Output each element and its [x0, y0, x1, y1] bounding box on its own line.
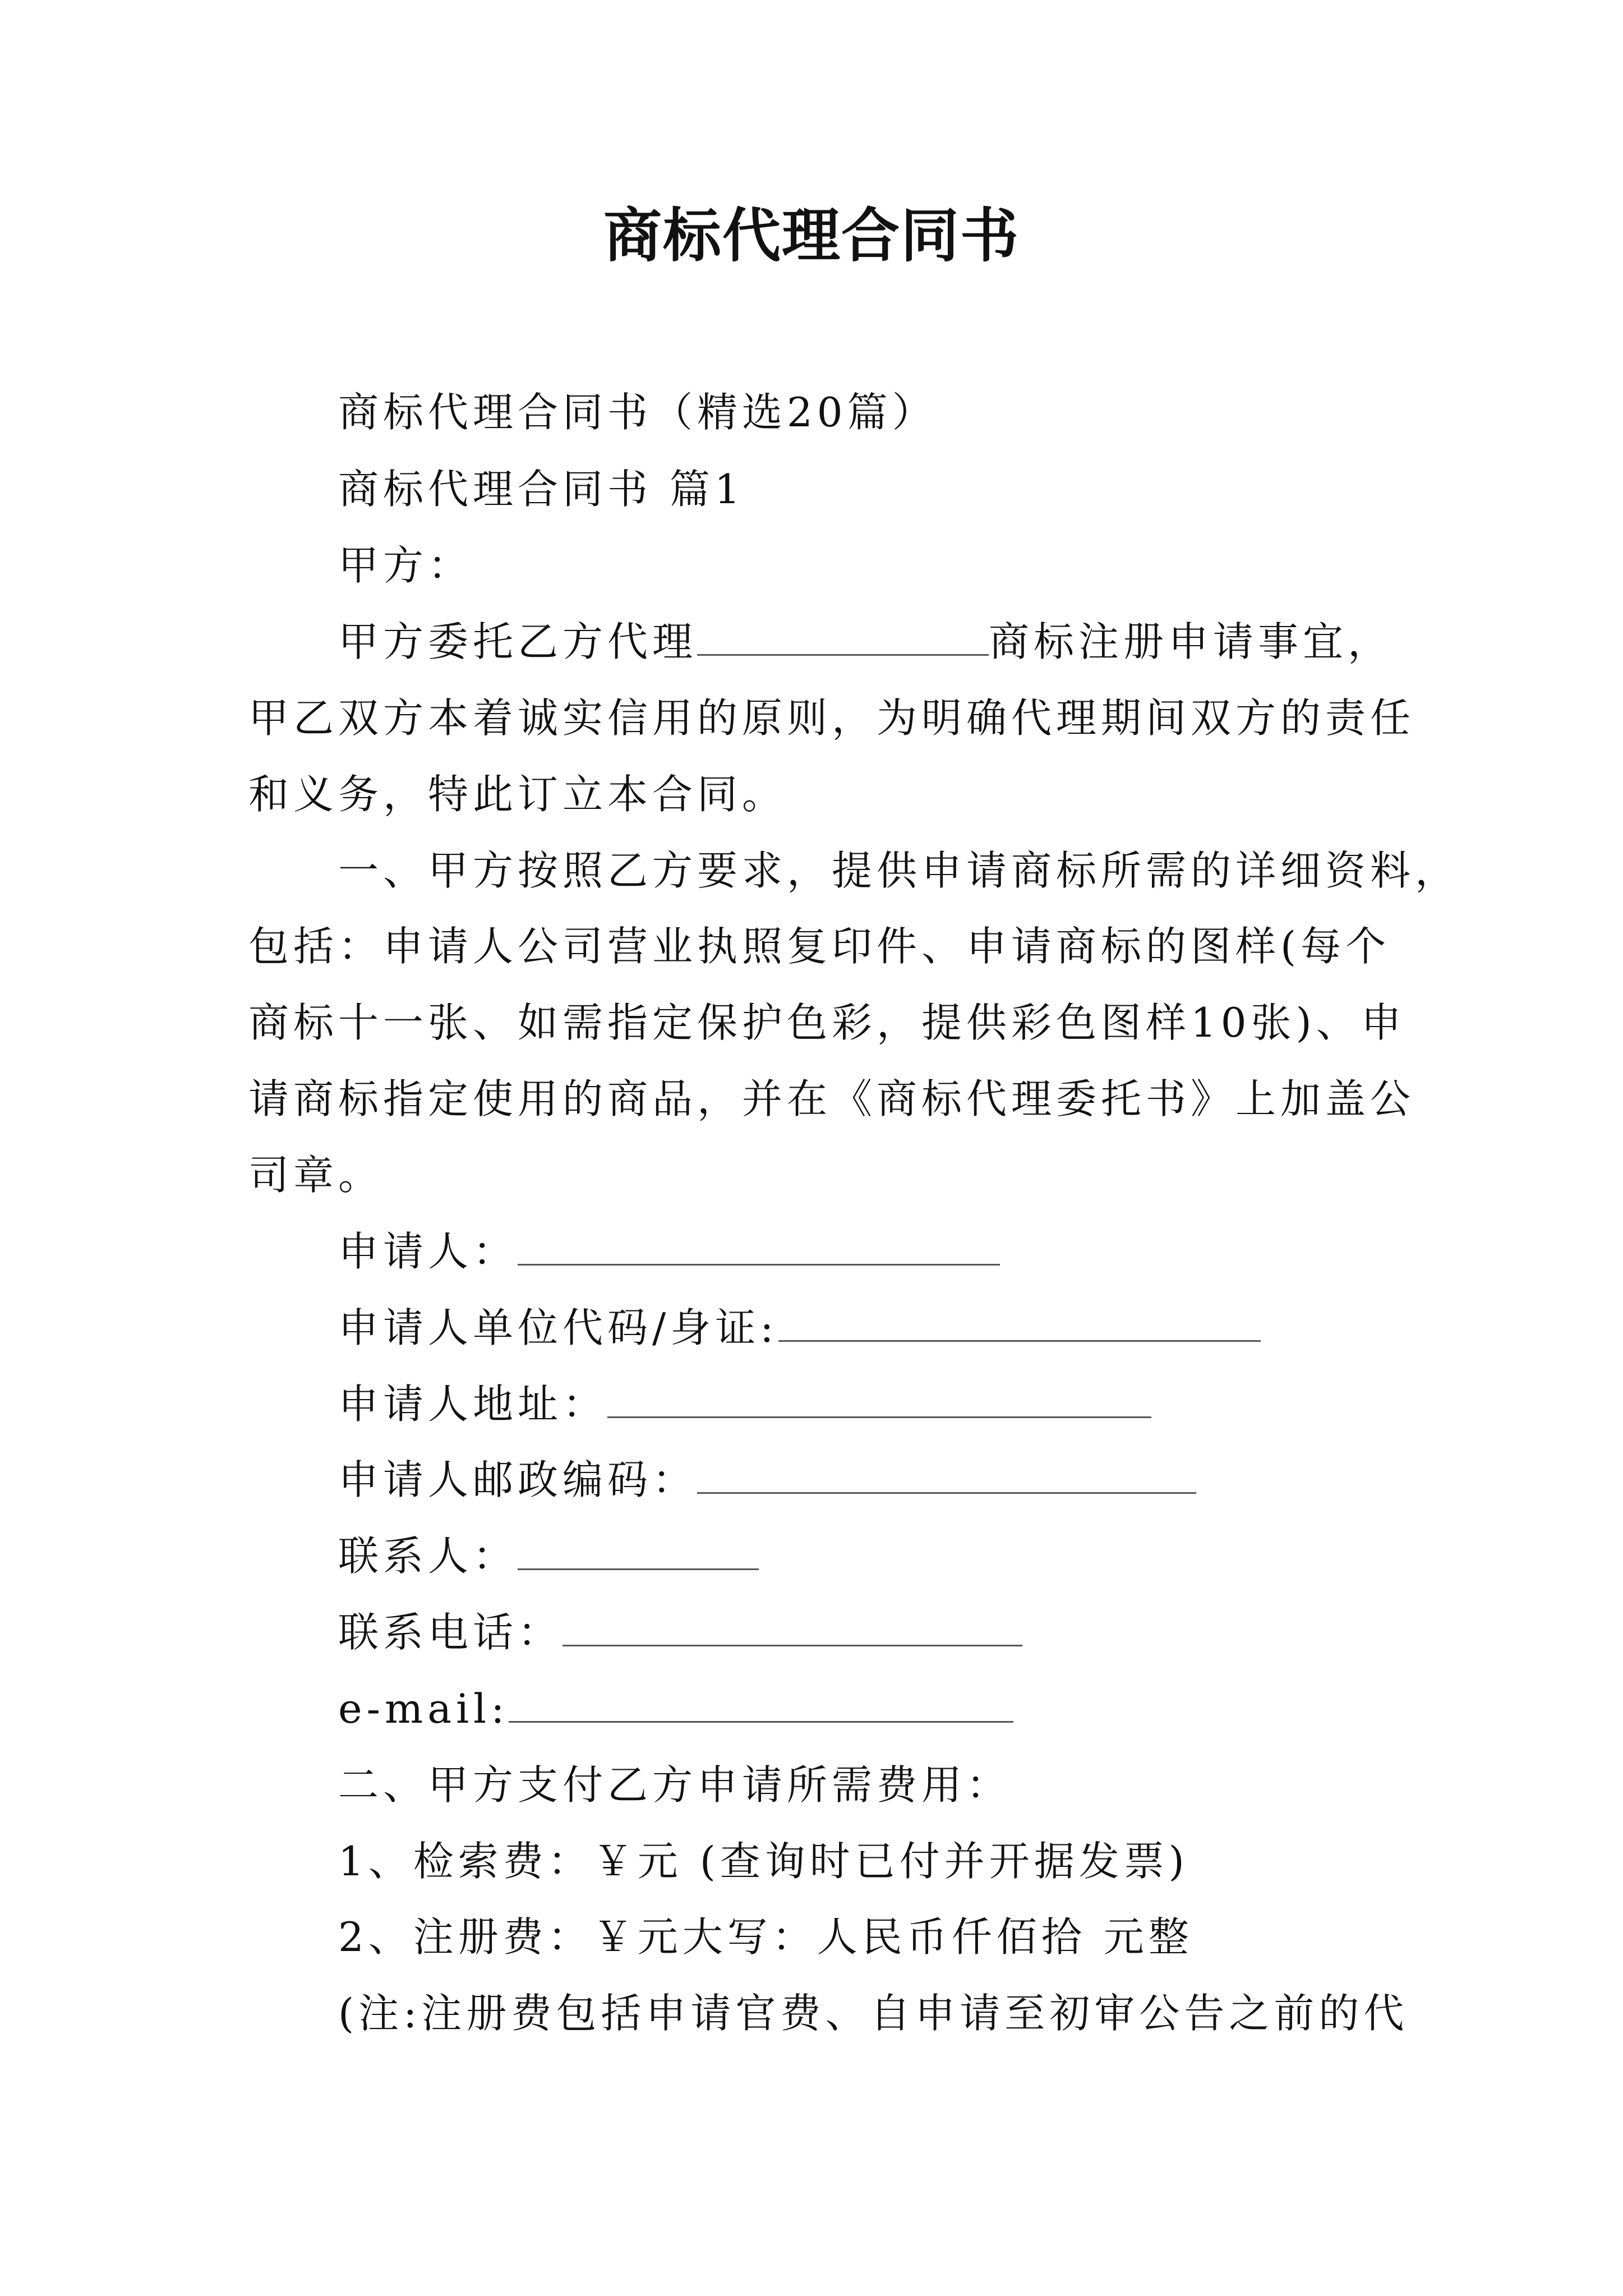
contact-field: [338, 1528, 759, 1584]
intro-paragraph-line-1: [338, 614, 1393, 670]
clause-2-heading: 二、甲方支付乙方申请所需费用：: [338, 1761, 1012, 1809]
applicant-code-blank: [778, 1305, 1261, 1342]
intro-paragraph-line-2: 甲乙双方本着诚实信用的原则，为明确代理期间双方的责任: [248, 694, 1415, 742]
email-blank: [509, 1686, 1013, 1723]
applicant-postcode-label: 申请人邮政编码：: [338, 1456, 698, 1503]
applicant-field: [338, 1223, 1000, 1280]
section-heading: 商标代理合同书 篇1: [338, 466, 745, 513]
clause-1-line-5: 司章。: [248, 1152, 384, 1199]
applicant-address-label: 申请人地址：: [338, 1381, 608, 1428]
applicant-postcode-blank: [697, 1457, 1196, 1494]
applicant-address-field: [338, 1376, 1151, 1432]
fee-note-line: (注:注册费包括申请官费、自申请至初审公告之前的代: [338, 1990, 1409, 2037]
applicant-label: 申请人：: [338, 1228, 518, 1275]
applicant-code-field: [338, 1300, 1261, 1356]
email-label: e-mail:: [338, 1685, 509, 1732]
subtitle: 商标代理合同书（精选20篇）: [338, 389, 937, 436]
party-a-label: 甲方：: [338, 542, 473, 589]
contact-phone-blank: [562, 1610, 1022, 1646]
applicant-postcode-field: [338, 1452, 1196, 1508]
document-title: 商标代理合同书: [603, 201, 1020, 270]
contact-blank: [518, 1534, 759, 1570]
intro-text-after-blank: 商标注册申请事宜，: [989, 618, 1393, 665]
applicant-address-blank: [607, 1382, 1151, 1418]
clause-1-line-1: 一、甲方按照乙方要求，提供申请商标所需的详细资料，: [338, 847, 1460, 894]
applicant-blank: [518, 1229, 1000, 1266]
fee-item-1: 1、检索费：￥元 (查询时已付并开据发票): [338, 1838, 1189, 1885]
email-field: [338, 1681, 1013, 1737]
clause-1-line-3: 商标十一张、如需指定保护色彩，提供彩色图样10张)、申: [248, 999, 1406, 1046]
contact-label: 联系人：: [338, 1533, 518, 1580]
intro-paragraph-line-3: 和义务，特此订立本合同。: [248, 771, 787, 818]
applicant-code-label: 申请人单位代码/身证:: [338, 1304, 778, 1351]
contact-phone-label: 联系电话：: [338, 1609, 563, 1656]
trademark-name-blank: [697, 619, 989, 656]
clause-1-line-2: 包括：申请人公司营业执照复印件、申请商标的图样(每个: [248, 923, 1391, 970]
fee-item-2: 2、注册费：￥元大写：人民币仟佰拾 元整: [338, 1913, 1193, 1961]
contact-phone-field: [338, 1604, 1022, 1660]
intro-text-before-blank: 甲方委托乙方代理: [338, 618, 698, 665]
clause-1-line-4: 请商标指定使用的商品，并在《商标代理委托书》上加盖公: [248, 1075, 1415, 1122]
